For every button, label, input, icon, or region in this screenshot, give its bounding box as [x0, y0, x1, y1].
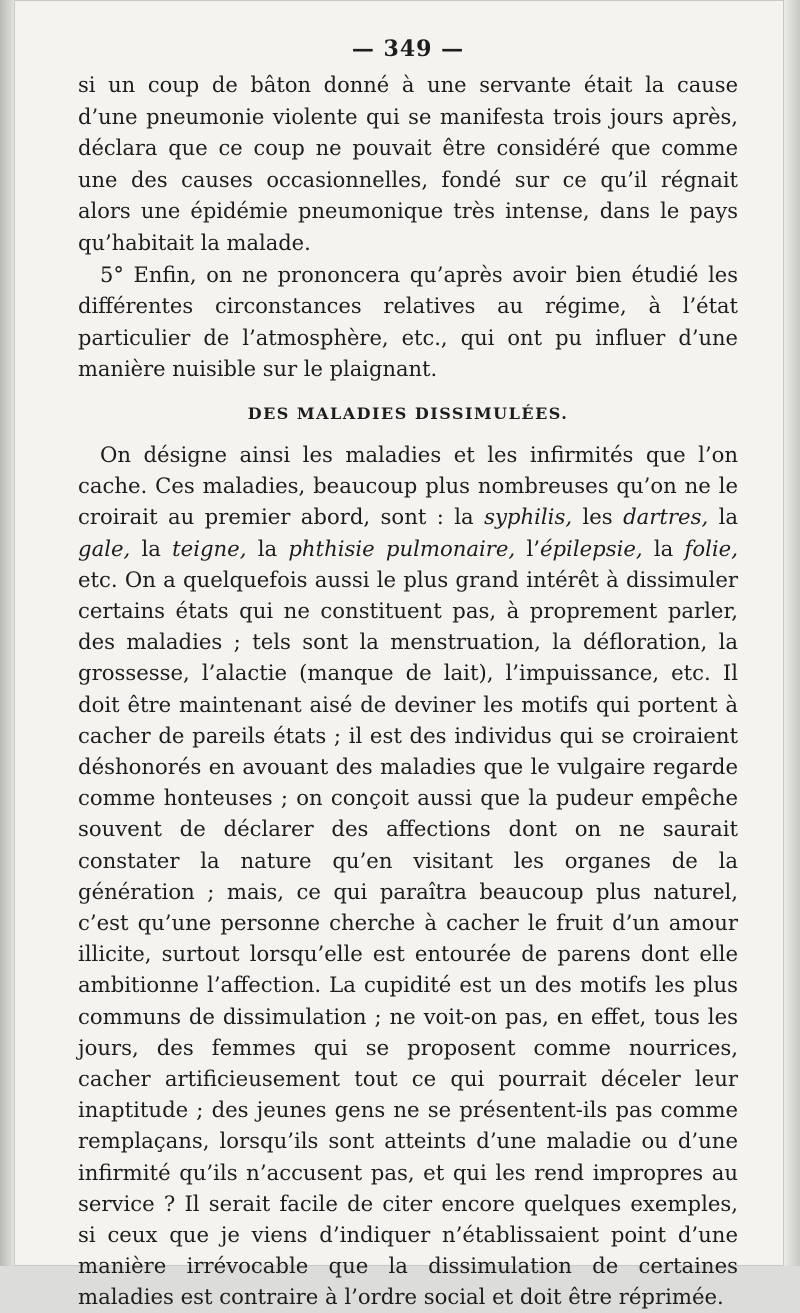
section-body-text: la [130, 535, 173, 561]
section-body-text: l’ [515, 535, 540, 561]
disease-teigne: teigne, [172, 535, 247, 561]
section-body-text: la [642, 535, 685, 561]
page-content [78, 36, 738, 1313]
section-body-text: etc. On a quelquefois aussi le plus grand intérêt à dissimuler certains états qui ne constituent pas, à proprement parler, des maladies ; tels sont la menstruation, la défloration, la grossesse, l’alactie (manque de lait), l’impuissance, etc. Il doit être maintenant aisé de deviner les motifs qui portent à cacher de pareils états ; il est des individus qui se croiraient déshonorés en avouant des maladies que le vulgaire regarde comme honteuses ; on conçoit aussi que la pudeur empêche souvent de déclarer des affections dont on ne saurait constater la nature qu’en visitant les organes de la génération ; mais, ce qui paraîtra beaucoup plus naturel, c’est qu’une personne cherche à cacher le fruit d’un amour illicite, surtout lorsqu’elle est entourée de parens dont elle ambitionne l’affection. La cupidité est un des motifs les plus communs de dissimulation ; ne voit-on pas, en effet, tous les jours, des femmes qui se proposent comme nourrices, cacher artificieusement tout ce qui pourrait déceler leur inaptitude ; des jeunes gens ne se présentent-ils pas comme remplaçans, lorsqu’ils sont atteints d’une maladie ou d’une infirmité qu’ils n’accusent pas, et qui les rend impropres au service ? Il serait facile de citer encore quelques exemples, si ceux que je viens d’indiquer n’établissaient point d’une manière irrévocable que la dissimulation de certaines maladies est contraire à l’ordre social et doit être réprimée. [78, 566, 738, 1310]
section-body-text: les [572, 504, 624, 530]
disease-syphilis: syphilis, [484, 504, 573, 530]
section-body-text: la [246, 535, 289, 561]
book-page [14, 0, 784, 1310]
section-body-text: On désigne ainsi les maladies et les infirmités que l’on cache. Ces maladies, beaucoup plus nombreuses qu’on ne le croirait au premier abord, sont : la [78, 441, 738, 530]
disease-phthisie-pulmonaire: phthisie pulmonaire, [288, 535, 516, 561]
disease-dartres: dartres, [623, 504, 709, 530]
disease-gale: gale, [78, 535, 131, 561]
page-gutter-right [784, 0, 800, 1266]
paragraph-point-five: 5° Enfin, on ne prononcera qu’après avoir bien étudié les différentes circonstances relatives au régime, à l’état particulier de l’atmosphère, etc., qui ont pu influer d’une manière nuisible sur le plaignant. [78, 262, 738, 382]
section-body-text: la [708, 504, 738, 530]
page-gutter-left [0, 0, 14, 1266]
disease-epilepsie: épilepsie, [539, 535, 643, 561]
paragraph-intro-continuation: si un coup de bâton donné à une servante était la cause d’une pneumonie violente qui se manifesta trois jours après, déclara que ce coup ne pouvait être considéré que comme une des causes occasionnelles, fondé sur ce qu’il régnait alors une épidémie pneumonique très intense, dans le pays qu’habitait la malade. [78, 73, 738, 255]
disease-folie: folie, [684, 535, 738, 561]
section-title: DES MALADIES DISSIMULÉES. [247, 403, 569, 423]
page-number: — 349 — [351, 36, 465, 62]
section-body-paragraph [78, 439, 738, 1313]
